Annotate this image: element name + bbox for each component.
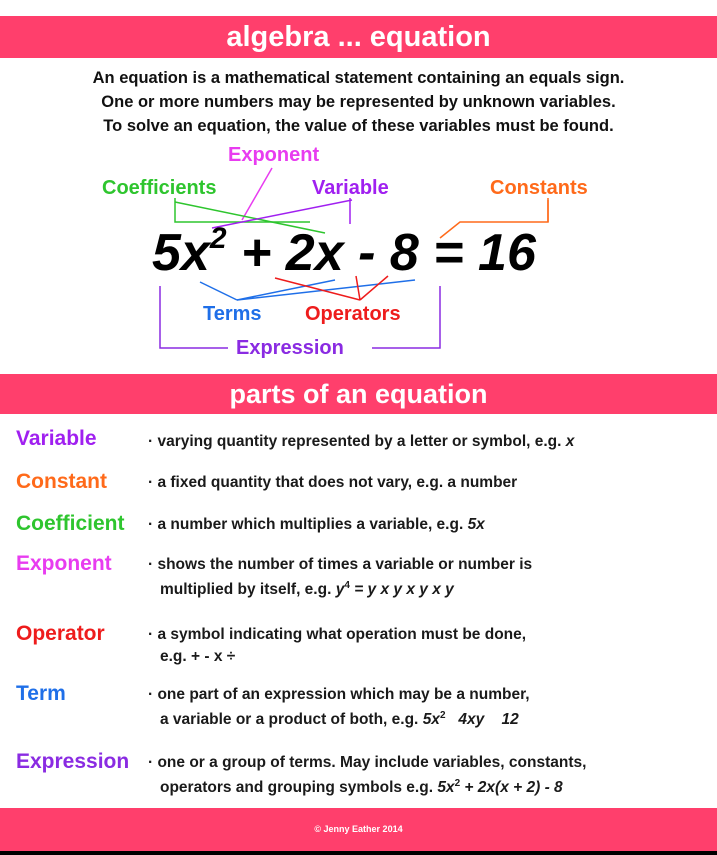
definition-text: · varying quantity represented by a letter or symbol, e.g. x <box>148 433 575 450</box>
variable-label: Variable <box>312 177 389 199</box>
equation-exponent: 2 <box>209 221 227 255</box>
term-label: Expression <box>16 750 130 773</box>
terms-label: Terms <box>203 303 262 325</box>
section-title: parts of an equation <box>229 379 488 409</box>
definition-line: one or a group of terms. May include variables, constants, <box>157 754 587 771</box>
definition-example-exponent: 2 <box>439 709 446 721</box>
term-label: Term <box>16 682 66 705</box>
definition-example: 5x <box>422 711 440 728</box>
term-label: Constant <box>16 470 107 493</box>
intro-line: An equation is a mathematical statement containing an equals sign. <box>92 69 625 87</box>
definition-line: a variable or a product of both, e.g. <box>160 711 423 728</box>
terms-connector <box>200 282 237 300</box>
definition-line: multiplied by itself, e.g. <box>160 581 336 598</box>
coefficients-label: Coefficients <box>102 177 217 199</box>
expression-label: Expression <box>236 337 344 359</box>
definition-example: y <box>335 581 345 598</box>
definition-text: · one part of an expression which may be a number, a variable or a product of both, e.g. $5x^2$ 4xy 12 <box>148 686 530 728</box>
definition-line: varying quantity represented by a letter or symbol, e.g. <box>157 433 566 450</box>
term-label: Coefficient <box>16 512 125 535</box>
definition-example-exponent: 2 <box>454 777 461 789</box>
definition-example: = y x y x y x y <box>349 581 454 598</box>
exponent-connector <box>242 168 272 220</box>
definition-example-exponent: 4 <box>344 579 350 591</box>
equation-diagram <box>0 140 717 370</box>
term-label: Exponent <box>16 552 112 575</box>
definition-line: a number which multiplies a variable, e.g. <box>157 516 468 533</box>
constants-label: Constants <box>490 177 588 199</box>
definition-example: + 2x(x + 2) - 8 <box>460 779 563 796</box>
term-label: Operator <box>16 622 105 645</box>
definition-line: shows the number of times a variable or number is <box>157 556 533 573</box>
footer-banner <box>0 808 717 851</box>
section-banner <box>0 374 717 414</box>
definition-line: operators and grouping symbols e.g. <box>160 779 438 796</box>
header-banner <box>0 16 717 58</box>
term-label: Variable <box>16 427 97 450</box>
definition-line: one part of an expression which may be a number, <box>157 686 530 703</box>
definition-example: x <box>565 433 575 450</box>
page-title: algebra ... equation <box>226 21 491 53</box>
equation-rest: + 2x - 8 = 16 <box>226 224 536 282</box>
definition-text: · a number which multiplies a variable, e.g. 5x <box>148 516 485 533</box>
definition-line: a symbol indicating what operation must be done, <box>157 626 527 643</box>
terms-connector <box>237 280 415 300</box>
definition-line: a fixed quantity that does not vary, e.g. a number <box>157 474 518 491</box>
operators-label: Operators <box>305 303 401 325</box>
definition-text: · shows the number of times a variable or number is multiplied by itself, e.g. $y^4 = y$ x y x y x y <box>148 556 533 598</box>
definition-text: · one or a group of terms. May include variables, constants, operators and grouping symbols e.g. $5x^2 + 2x(x + 2) - 8$ <box>148 754 587 796</box>
intro-text <box>0 66 717 138</box>
definition-example: 5x <box>467 516 485 533</box>
example-equation <box>152 223 536 283</box>
copyright-text: © Jenny Eather 2014 <box>314 824 403 834</box>
definition-example: 4xy 12 <box>445 711 519 728</box>
definition-text: · a fixed quantity that does not vary, e.g. a number <box>148 474 518 491</box>
definition-line: e.g. + - x ÷ <box>160 648 236 665</box>
definition-text: · a symbol indicating what operation must be done, e.g. + - x ÷ <box>148 626 527 665</box>
intro-line: One or more numbers may be represented by unknown variables. <box>101 93 616 111</box>
definition-example: 5x <box>437 779 455 796</box>
exponent-label: Exponent <box>228 144 320 166</box>
intro-line: To solve an equation, the value of these variables must be found. <box>103 117 614 135</box>
equation-first-term: 5x <box>152 224 210 282</box>
